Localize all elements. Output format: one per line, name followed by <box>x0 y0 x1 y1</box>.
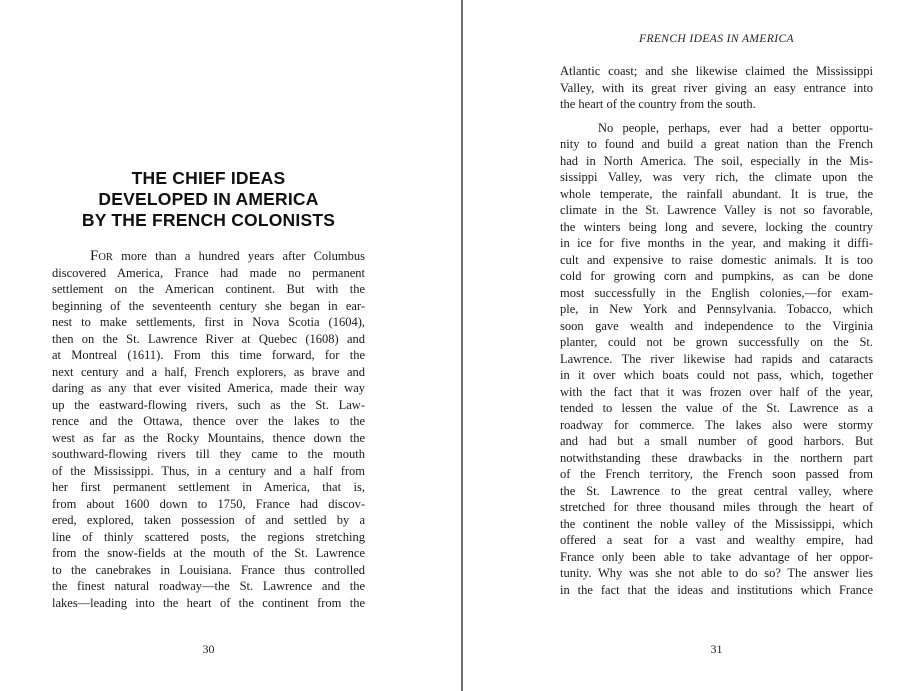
text-line: at Montreal (1611). From this time forward, for the <box>52 348 365 362</box>
text-line: cult and expensive to raise domestic animals. It is too <box>560 252 873 267</box>
text-line: tunity. Why was she not able to do so? The answer lies <box>560 566 873 580</box>
text-line: in it over which boats could not pass, which, together <box>560 368 873 382</box>
text-line <box>52 248 365 265</box>
chapter-title-line-1: THE CHIEF IDEAS <box>131 168 286 188</box>
text-line: settlement on the American continent. But with the <box>52 282 365 296</box>
text-line: with the fact that it was frozen over half of the year, <box>560 384 873 399</box>
left-page <box>52 0 365 691</box>
chapter-title-line-2: DEVELOPED IN AMERICA <box>98 189 319 209</box>
dropcap-initial: F <box>90 248 99 264</box>
first-line-text: more than a hundred years after Columbus <box>112 249 365 263</box>
text-line: nity to found and build a great nation than the French <box>560 137 873 151</box>
text-line: Atlantic coast; and she likewise claimed the Mississippi <box>560 64 873 78</box>
text-line: lakes—leading into the heart of the continent from the <box>52 595 365 610</box>
chapter-title <box>52 168 365 231</box>
text-line: roadway for commerce. The lakes also were stormy <box>560 417 873 432</box>
text-line: in ice for five months in the year, and making it diffi- <box>560 236 873 250</box>
text-line: the finest natural roadway—the St. Lawrence and the <box>52 579 365 593</box>
text-line: sissippi Valley, was very rich, the climate upon the <box>560 170 873 184</box>
text-line: cold for growing corn and pumpkins, as can be done <box>560 269 873 283</box>
text-line: to the canebrakes in Louisiana. France thus controlled <box>52 562 365 577</box>
text-line: of the Mississippi. Thus, in a century and a half from <box>52 463 365 478</box>
text-line: stretched for three thousand miles through the heart of <box>560 500 873 514</box>
text-line: No people, perhaps, ever had a better opportu- <box>598 120 873 135</box>
text-line: from about 1600 down to 1750, France had discov- <box>52 496 365 511</box>
text-line: the winters being long and severe, locking the country <box>560 219 873 234</box>
dropcap-smallcaps: OR <box>98 252 113 263</box>
text-line: then on the St. Lawrence River at Quebec (1608) and <box>52 331 365 346</box>
text-line: whole temperate, the rainfall abundant. It is true, the <box>560 186 873 201</box>
text-line: discovered America, France had made no permanent <box>52 265 365 280</box>
text-line: southward-flowing rivers till they came to the mouth <box>52 447 365 461</box>
page-number-left: 30 <box>202 642 215 656</box>
right-page <box>560 0 873 691</box>
page-gutter-divider <box>461 0 463 691</box>
text-line: her first permanent settlement in America, that is, <box>52 480 365 494</box>
text-line: soon gave wealth and independence to the Virginia <box>560 318 873 333</box>
text-line: ered, explored, taken possession of and settled by a <box>52 513 365 527</box>
text-line: tended to lessen the value of the St. Lawrence as a <box>560 401 873 415</box>
text-line: most successfully in the English colonies,—for exam- <box>560 285 873 300</box>
text-line: climate in the St. Lawrence Valley is not so favorable, <box>560 203 873 217</box>
text-line: beginning of the seventeenth century she began in ear- <box>52 298 365 313</box>
text-line: in the fact that the ideas and institutions which France <box>560 582 873 597</box>
text-line: up the eastward-flowing rivers, such as the St. Law- <box>52 397 365 412</box>
text-line: the heart of the country from the south. <box>560 97 756 111</box>
right-body-text <box>560 63 873 598</box>
text-line: offered a seat for a vast and wealthy empire, had <box>560 533 873 547</box>
text-line: Lawrence. The river likewise had rapids and cataracts <box>560 351 873 366</box>
chapter-title-line-3: BY THE FRENCH COLONISTS <box>81 210 336 230</box>
running-head: FRENCH IDEAS IN AMERICA <box>639 33 794 45</box>
page-number-right: 31 <box>710 642 723 656</box>
text-line: ple, in New York and Pennsylvania. Tobacco, which <box>560 302 873 316</box>
text-line: had in North America. The soil, especially in the Mis- <box>560 153 873 168</box>
text-line: line of thinly scattered posts, the regions stretching <box>52 529 365 544</box>
text-line: next century and a half, French explorers, as brave and <box>52 364 365 379</box>
text-line: of the French territory, the French soon passed from <box>560 467 873 481</box>
text-line: the continent the noble valley of the Mississippi, which <box>560 516 873 531</box>
text-line: planter, could not be grown successfully on the St. <box>560 335 873 349</box>
text-line: daring as any that ever visited America, made their way <box>52 381 365 395</box>
text-line: notwithstanding these drawbacks in the northern part <box>560 450 873 465</box>
text-line: and had but a small number of good harbors. But <box>560 434 873 448</box>
text-line: west as far as the Rocky Mountains, thence down the <box>52 430 365 445</box>
left-body-text <box>52 248 365 611</box>
text-line: Valley, with its great river giving an easy entrance into <box>560 80 873 95</box>
text-line: France only been able to take advantage of her oppor- <box>560 549 873 564</box>
text-line: nest to make settlements, first in Nova Scotia (1604), <box>52 315 365 329</box>
text-line: rence and the Ottawa, thence over the lakes to the <box>52 414 365 428</box>
text-line: from the snow-fields at the mouth of the St. Lawrence <box>52 546 365 560</box>
text-line: the St. Lawrence to the great central valley, where <box>560 483 873 498</box>
